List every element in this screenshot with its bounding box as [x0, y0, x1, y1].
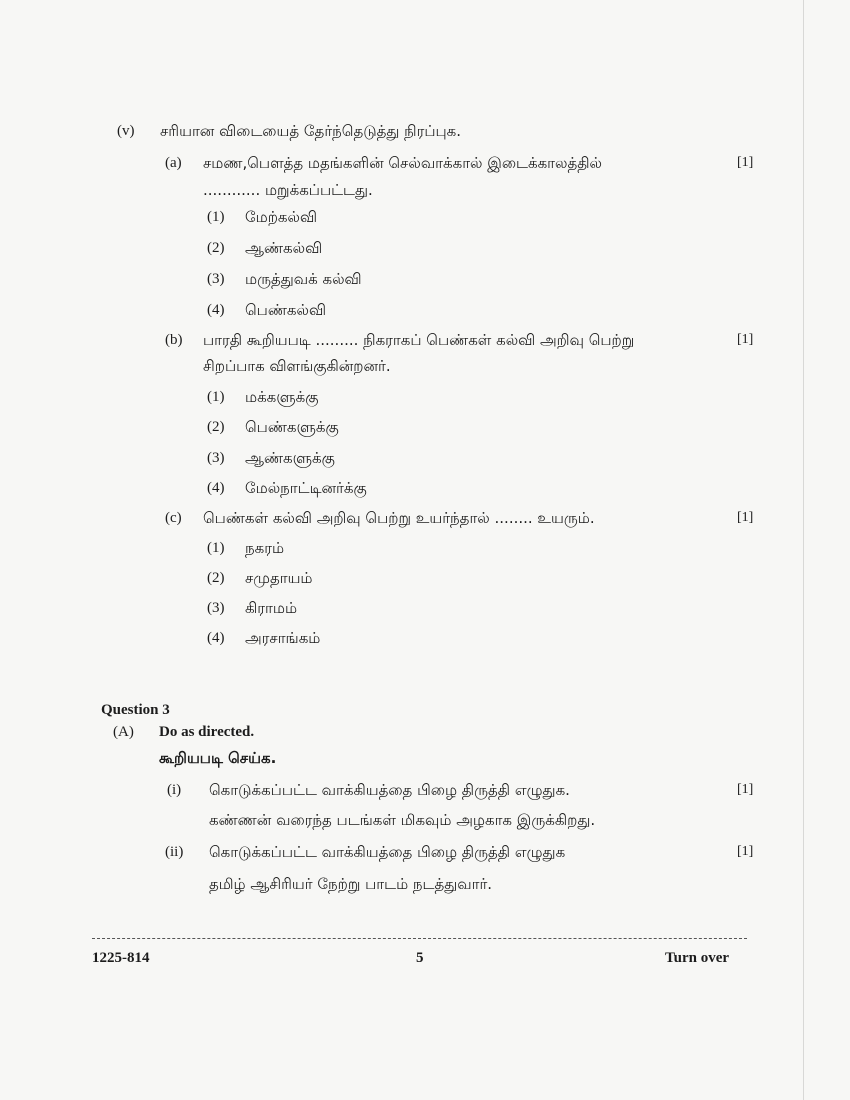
marks: [1] [737, 782, 754, 797]
option-number: (3) [207, 600, 225, 616]
option-text: ஆண்கல்வி [245, 239, 323, 257]
option-text: சமுதாயம் [245, 569, 313, 587]
question-text-cont: சிறப்பாக விளங்குகின்றனர். [203, 357, 391, 375]
question-heading: Question 3 [101, 702, 170, 718]
paper-code: 1225-814 [92, 950, 150, 966]
section-instruction: சரியான விடையைத் தேர்ந்தெடுத்து நிரப்புக. [160, 122, 462, 140]
item-sentence: தமிழ் ஆசிரியர் நேற்று பாடம் நடத்துவார். [209, 875, 493, 893]
option-number: (1) [207, 389, 225, 405]
section-label: (v) [117, 123, 135, 139]
marks: [1] [737, 332, 754, 347]
question-label: (a) [165, 155, 182, 171]
option-number: (2) [207, 570, 225, 586]
option-text: மருத்துவக் கல்வி [245, 270, 362, 288]
option-text: நகரம் [245, 539, 285, 557]
footer-divider [92, 938, 747, 939]
question-text-cont: ............ மறுக்கப்பட்டது. [203, 181, 373, 199]
option-number: (4) [207, 302, 225, 318]
option-number: (1) [207, 540, 225, 556]
scan-page-edge [803, 0, 804, 1100]
option-text: கிராமம் [245, 599, 298, 617]
item-sentence: கண்ணன் வரைந்த படங்கள் மிகவும் அழகாக இருக்கிறது. [209, 811, 596, 829]
question-text: சமண,பௌத்த மதங்களின் செல்வாக்கால் இடைக்காலத்தில் [203, 154, 602, 172]
option-number: (3) [207, 271, 225, 287]
turn-over: Turn over [665, 950, 730, 966]
option-number: (3) [207, 450, 225, 466]
option-text: பெண்கல்வி [245, 301, 327, 319]
option-number: (4) [207, 630, 225, 646]
option-text: அரசாங்கம் [245, 629, 321, 647]
option-number: (4) [207, 480, 225, 496]
question-label: (c) [165, 510, 182, 526]
part-instruction-tamil: கூறியபடி செய்க. [159, 749, 277, 767]
part-instruction: Do as directed. [159, 724, 255, 740]
part-label: (A) [113, 724, 134, 740]
option-number: (2) [207, 419, 225, 435]
item-label: (ii) [165, 844, 184, 860]
question-text: பாரதி கூறியபடி ......... நிகராகப் பெண்கள் கல்வி அறிவு பெற்று [203, 331, 635, 349]
option-text: பெண்களுக்கு [245, 418, 339, 436]
option-number: (2) [207, 240, 225, 256]
option-text: மேல்நாட்டினர்க்கு [245, 479, 367, 497]
option-text: மக்களுக்கு [245, 388, 319, 406]
option-number: (1) [207, 209, 225, 225]
item-label: (i) [167, 782, 182, 798]
option-text: ஆண்களுக்கு [245, 449, 335, 467]
question-text: பெண்கள் கல்வி அறிவு பெற்று உயர்ந்தால் ........ உயரும். [203, 509, 595, 527]
marks: [1] [737, 844, 754, 859]
marks: [1] [737, 510, 754, 525]
option-text: மேற்கல்வி [245, 208, 318, 226]
page-number: 5 [416, 950, 424, 966]
marks: [1] [737, 155, 754, 170]
question-label: (b) [165, 332, 183, 348]
item-text: கொடுக்கப்பட்ட வாக்கியத்தை பிழை திருத்தி எழுதுக. [209, 781, 570, 799]
item-text: கொடுக்கப்பட்ட வாக்கியத்தை பிழை திருத்தி எழுதுக [209, 843, 566, 861]
